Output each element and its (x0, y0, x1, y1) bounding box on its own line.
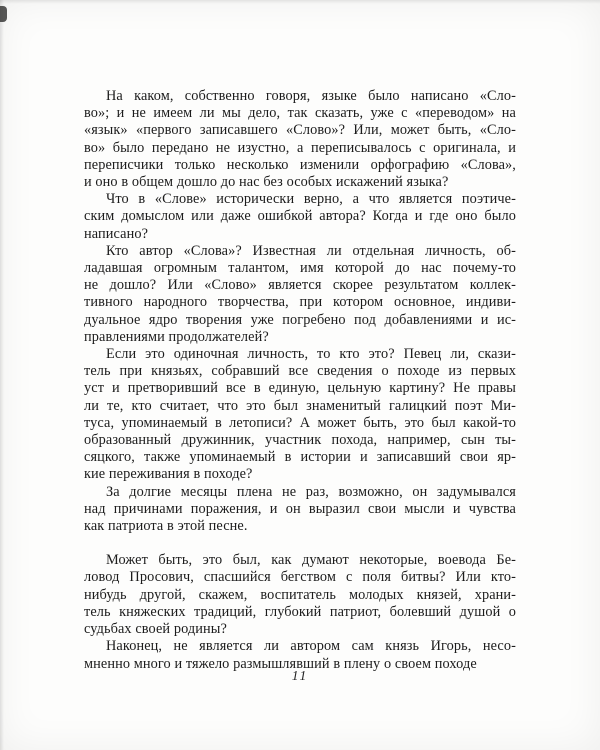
text-line: Если это одиночная личность, то кто это? Певец ли, скази- (106, 346, 516, 363)
text-line: во» было передано не изустно, а переписывалось с оригинала, и (84, 139, 516, 156)
scan-corner-artifact (0, 6, 7, 22)
text-line: тель при князьях, собравший все сведения о походе из первых (84, 363, 516, 380)
text-line: На каком, собственно говоря, языке было написано «Сло- (106, 88, 516, 104)
text-line: мненно много и тяжело размышлявший в плену о своем походе (84, 655, 477, 672)
scan-edge-left (0, 0, 4, 750)
text-line: написано? (84, 225, 149, 242)
paragraph (84, 484, 516, 536)
text-line: тивного народного творчества, при котором основное, индиви- (84, 294, 516, 311)
text-line: дуальное ядро творения уже погребено под добавлениями и ис- (84, 311, 516, 328)
text-block (84, 88, 516, 673)
text-line: ским домыслом или даже ошибкой автора? Когда и где оно было (84, 208, 516, 225)
text-line: над причинами поражения, и он выразил свои мысли и чувства (84, 500, 516, 517)
paragraph (84, 243, 516, 346)
text-line: не дошло? Или «Слово» является скорее результатом коллек- (84, 277, 516, 294)
text-line: «язык» «первого записавшего «Слово»? Или, может быть, «Сло- (84, 122, 516, 139)
text-line: переписчики только несколько изменили орфографию «Слова», (84, 156, 516, 173)
scan-edge-top (0, 0, 600, 4)
page-number: 11 (291, 668, 309, 683)
text-line: За долгие месяцы плена не раз, возможно, он задумывался (106, 483, 516, 500)
text-line: Может быть, это был, как думают некоторые, воевода Бе- (106, 552, 516, 569)
text-line: сяцкого, также упоминаемый в истории и записавший свои яр- (84, 449, 516, 466)
text-line: правлениями продолжателей? (84, 328, 269, 345)
text-line: Кто автор «Слова»? Известная ли отдельная личность, об- (106, 242, 516, 259)
text-line: тель княжеских традиций, глубокий патриот, болевший душой о (84, 603, 516, 620)
text-line: кие переживания в походе? (84, 466, 253, 483)
text-line: ли те, кто считает, что это был знаменитый галицкий поэт Ми- (84, 397, 516, 414)
paragraph (84, 346, 516, 484)
text-line: Что в «Слове» исторически верно, а что является поэтиче- (106, 191, 516, 208)
text-line: уст и претворивший все в единую, цельную картину? Не правы (84, 380, 516, 397)
text-line: нибудь другой, скажем, воспитатель молодых князей, храни- (84, 586, 516, 603)
text-line: во»; и не имеем ли мы дело, так сказать, уже с «переводом» на (84, 105, 516, 122)
text-line: Наконец, не является ли автором сам князь Игорь, несо- (106, 638, 516, 655)
text-line: ловод Просович, спасшийся бегством с поля битвы? Или кто- (84, 569, 516, 586)
text-line: как патриота в этой песне. (84, 518, 248, 535)
text-line: туса, упоминаемый в летописи? А может быть, это был какой-то (84, 414, 516, 431)
text-line: образованный дружинник, участник похода, например, сын ты- (84, 432, 516, 449)
text-line: и оно в общем дошло до нас без особых искажений языка? (84, 174, 449, 191)
paragraph (84, 552, 516, 638)
paragraph (84, 88, 516, 191)
text-line: ладавшая огромным талантом, имя которой до нас почему-то (84, 260, 516, 277)
text-line: судьбах своей родины? (84, 621, 227, 638)
paragraph (84, 191, 516, 243)
